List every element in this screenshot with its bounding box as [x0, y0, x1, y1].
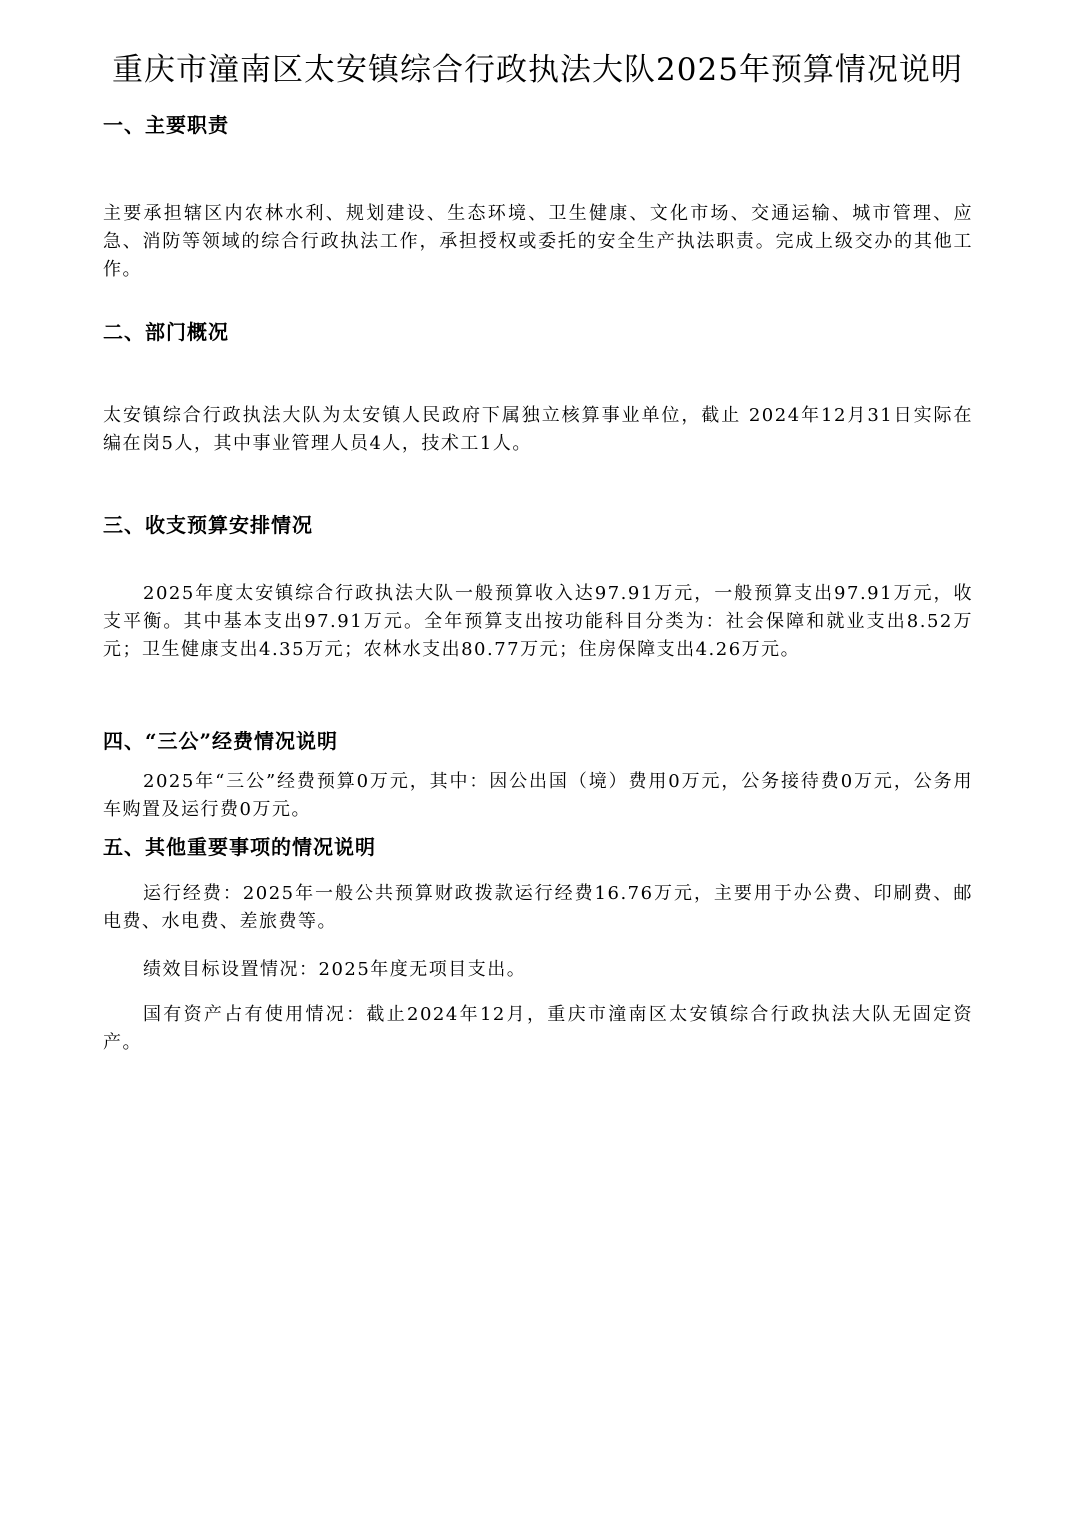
section-heading-department-overview: 二、部门概况	[103, 320, 229, 344]
paragraph-three-public-expenses: 2025年“三公”经费预算0万元，其中：因公出国（境）费用0万元，公务接待费0万元，公务用车购置及运行费0万元。	[103, 771, 973, 820]
paragraph-state-assets: 国有资产占有使用情况：截止2024年12月，重庆市潼南区太安镇综合行政执法大队无固定资产。	[103, 1004, 973, 1053]
section-heading-budget-arrangement: 三、收支预算安排情况	[103, 513, 313, 537]
section-heading-other-matters: 五、其他重要事项的情况说明	[103, 835, 376, 859]
paragraph-operating-expenses: 运行经费：2025年一般公共预算财政拨款运行经费16.76万元，主要用于办公费、印刷费、邮电费、水电费、差旅费等。	[103, 883, 973, 932]
paragraph-budget-arrangement: 2025年度太安镇综合行政执法大队一般预算收入达97.91万元，一般预算支出97.91万元，收支平衡。其中基本支出97.91万元。全年预算支出按功能科目分类为：社会保障和就业支出8.52万元；卫生健康支出4.35万元；农林水支出80.77万元；住房保障支出4.26万元。	[103, 583, 973, 660]
paragraph-department-overview: 太安镇综合行政执法大队为太安镇人民政府下属独立核算事业单位，截止 2024年12月31日实际在编在岗5人，其中事业管理人员4人，技术工1人。	[103, 405, 973, 454]
document-title: 重庆市潼南区太安镇综合行政执法大队2025年预算情况说明	[112, 52, 963, 88]
paragraph-performance-goals: 绩效目标设置情况：2025年度无项目支出。	[143, 959, 527, 980]
section-heading-three-public-expenses: 四、“三公”经费情况说明	[103, 729, 339, 753]
section-heading-main-duties: 一、主要职责	[103, 113, 229, 137]
paragraph-main-duties: 主要承担辖区内农林水利、规划建设、生态环境、卫生健康、文化市场、交通运输、城市管理、应急、消防等领域的综合行政执法工作，承担授权或委托的安全生产执法职责。完成上级交办的其他工作。	[103, 203, 973, 280]
